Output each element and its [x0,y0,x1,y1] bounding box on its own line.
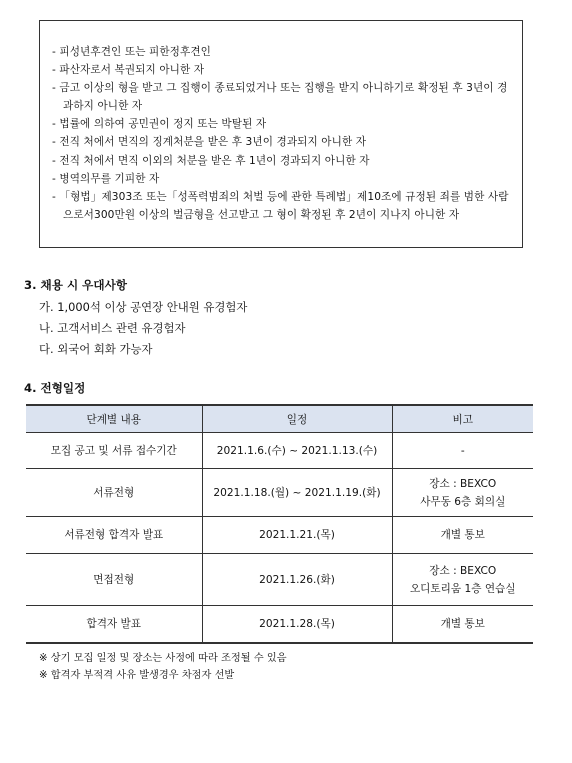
date-cell: 2021.1.6.(수) ~ 2021.1.13.(수) [202,433,392,469]
list-item: - 금고 이상의 형을 받고 그 집행이 종료되었거나 또는 집행을 받지 아니하기로 확정된 후 3년이 경과하지 아니한 자 [52,82,508,113]
note-item: ※ 합격자 부적격 사유 발생경우 차점자 선발 [39,670,235,681]
list-item: - 「형법」제303조 또는「성폭력범죄의 처벌 등에 관한 특례법」제10조에 규정된 죄를 범한 사람으로서300만원 이상의 벌금형을 선고받고 그 형이 확정된 후 2년이 지나지 아니한 자 [52,190,509,221]
table-row [26,433,533,469]
table-row [26,517,533,554]
list-item: - 법률에 의하여 공민권이 정지 또는 박탈된 자 [52,118,267,131]
stage-cell: 서류전형 합격자 발표 [26,517,202,554]
note-line: 개별 통보 [440,529,485,541]
table-header-row [26,405,533,433]
column-header: 비고 [392,405,533,433]
list-item: - 피성년후견인 또는 피한정후견인 [52,46,211,58]
date-cell: 2021.1.28.(목) [202,606,392,643]
note-cell [392,469,533,517]
list-item: 가. 1,000석 이상 공연장 안내원 유경험자 [39,300,248,314]
stage-cell: 면접전형 [26,554,202,606]
note-line: 장소 : BEXCO [429,564,497,577]
stage-cell: 서류전형 [26,469,202,517]
benefits-list [39,297,247,360]
section-heading-schedule: 4. 전형일정 [24,381,86,395]
section-heading-benefits: 3. 채용 시 우대사항 [24,278,127,292]
note-item: ※ 상기 모집 일정 및 장소는 사정에 따라 조정될 수 있음 [39,653,287,664]
note-line: - [460,444,465,457]
stage-cell: 모집 공고 및 서류 접수기간 [26,433,202,469]
schedule-table [26,404,533,644]
note-line: 장소 : BEXCO [429,477,497,490]
disqualification-list [52,43,512,224]
date-cell: 2021.1.26.(화) [202,554,392,606]
list-item: 다. 외국어 회화 가능자 [39,342,153,356]
note-cell [392,433,533,469]
list-item: - 파산자로서 복권되지 아니한 자 [52,64,205,77]
note-line: 개별 통보 [440,617,485,630]
note-cell [392,606,533,643]
note-line: 오디토리움 1층 연습실 [409,582,516,595]
note-cell [392,517,533,554]
schedule-notes [39,650,287,684]
date-cell: 2021.1.21.(목) [202,517,392,554]
list-item: - 전직 처에서 면직의 징계처분을 받은 후 3년이 경과되지 아니한 자 [52,136,367,149]
column-header: 일정 [202,405,392,433]
list-item: - 전직 처에서 면직 이외의 처분을 받은 후 1년이 경과되지 아니한 자 [52,154,370,167]
column-header: 단계별 내용 [26,405,202,433]
table-row [26,606,533,643]
note-line: 사무동 6층 회의실 [420,495,506,508]
table-row [26,469,533,517]
list-item: - 병역의무를 기피한 자 [52,172,160,185]
date-cell: 2021.1.18.(월) ~ 2021.1.19.(화) [202,469,392,517]
stage-cell: 합격자 발표 [26,606,202,643]
disqualification-box [39,20,523,248]
list-item: 나. 고객서비스 관련 유경험자 [39,321,186,335]
table-row [26,554,533,606]
note-cell [392,554,533,606]
